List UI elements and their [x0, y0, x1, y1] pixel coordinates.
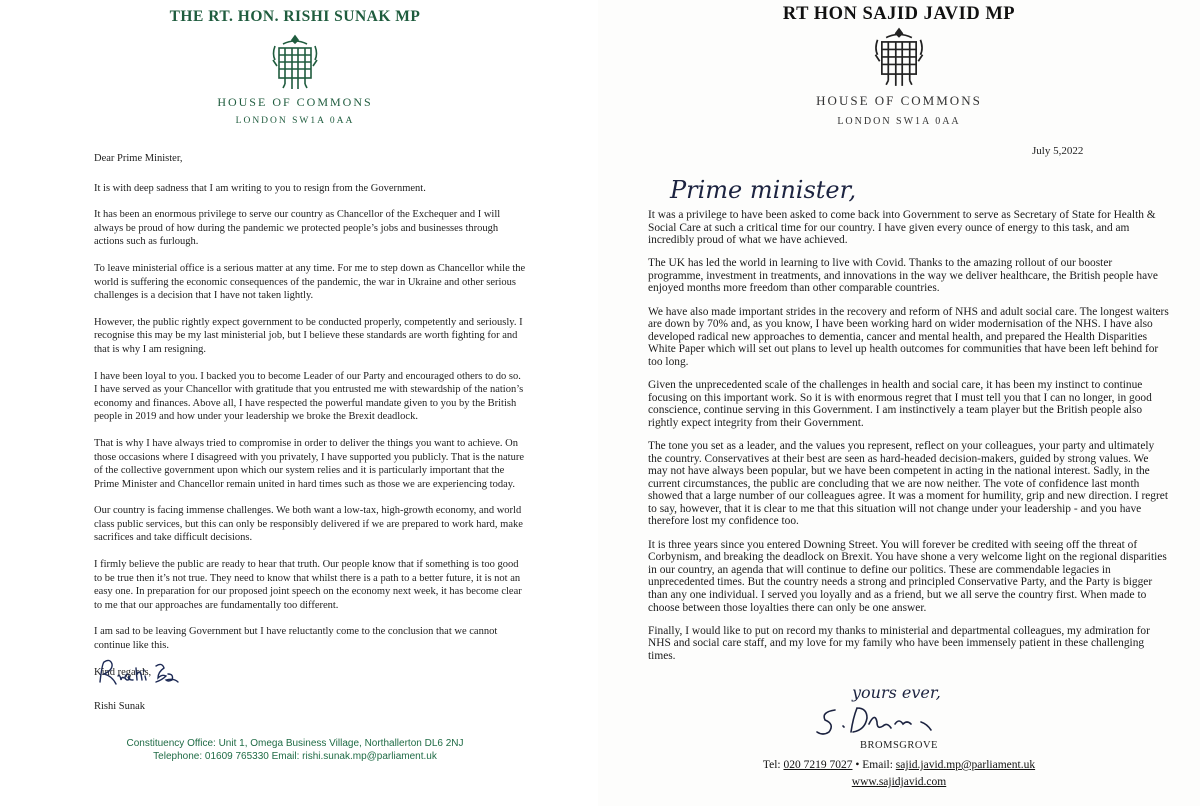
signature-name: Rishi Sunak — [94, 701, 146, 712]
letter-date: July 5,2022 — [1032, 145, 1084, 157]
resignation-letter-javid — [598, 0, 1200, 806]
paragraph: It is three years since you entered Downing Street. You will forever be credited with seeing off the threat of Corbynism, and breaking the deadlock on Brexit. You have shone a very welcome light on the regional disparities in our country, an agenda that will continue to define our politics. These are commendable legacies in unprecedented times. But the country needs a strong and principled Conservative Party, and the Party is bigger than any one individual. I served you loyally and as a friend, but we all serve the country first. When made to choose between those loyalties there can only be one answer. — [648, 538, 1167, 614]
email-label: • Email: — [855, 759, 893, 771]
letterhead-name: THE RT. HON. RISHI SUNAK MP — [169, 8, 421, 25]
letter-body — [648, 209, 1170, 673]
paragraph: We have also made important strides in the recovery and reform of NHS and adult social care. The longest waiters are down by 70% and, as you know, I have been working hard on wider modernisation of the NHS. I have also developed radical new approaches to dementia, cancer and mental health, and prepared the Health Disparities White Paper which will set out plans to level up health outcomes for communities that have been left behind for too long. — [648, 305, 1169, 368]
paragraph: Our country is facing immense challenges. We both want a low-tax, high-growth economy, and world class public services, but this can only be responsibly delivered if we are prepared to work hard, make sacrifices and take difficult decisions. — [94, 505, 523, 544]
letterhead-address: LONDON SW1A 0AA — [235, 116, 355, 126]
paragraph: It has been an enormous privilege to serve our country as Chancellor of the Exchequer and I will always be proud of how during the pandemic we protected people’s jobs and businesses through actions such as furlough. — [94, 209, 501, 248]
closing-text: yours ever, — [852, 683, 941, 702]
signature-icon — [94, 652, 204, 696]
constituency-footer — [0, 737, 590, 763]
paragraph: That is why I have always tried to compromise in order to deliver the things you want to achieve. On those occasions where I disagreed with you privately, I have supported you publicly. That is the nature of the collective government upon which our system relies and it is particularly important that the Prime Minister and Chancellor remain united in hard times such as those we are experiencing today. — [94, 437, 524, 490]
greeting-text: Prime minister, — [670, 176, 857, 204]
letterhead-house: HOUSE OF COMMONS — [816, 93, 982, 108]
paragraph: I am sad to be leaving Government but I have reluctantly come to the conclusion that we cannot continue like this. — [94, 626, 498, 652]
paragraph: However, the public rightly expect government to be conducted properly, competently and seriously. I recognise this may be my last ministerial job, but I believe these standards are worth fighting for and that is why I am resigning. — [94, 316, 523, 355]
constituency-name: BROMSGROVE — [860, 740, 938, 751]
salutation: Dear Prime Minister, — [94, 153, 183, 164]
paragraph: It is with deep sadness that I am writing to you to resign from the Government. — [94, 182, 426, 194]
resignation-letter-sunak — [0, 0, 590, 806]
paragraph: To leave ministerial office is a serious matter at any time. For me to step down as Chancellor while the world is suffering the economic consequences of the pandemic, the war in Ukraine and other serious challenges is a decision that I have not taken lightly. — [94, 262, 526, 302]
footer-contact: Telephone: 01609 765330 Email: rishi.sunak.mp@parliament.uk — [153, 751, 437, 762]
letterhead-address: LONDON SW1A 0AA — [837, 116, 961, 127]
page-divider — [590, 0, 598, 806]
contact-footer — [598, 757, 1200, 791]
footer-address: Constituency Office: Unit 1, Omega Business Village, Northallerton DL6 2NJ — [126, 738, 464, 749]
signature-icon — [813, 700, 958, 738]
letterhead-name: RT HON SAJID JAVID MP — [782, 4, 1016, 24]
paragraph: Given the unprecedented scale of the challenges in health and social care, it has been my instinct to continue focusing on this important work. So it is with enormous regret that I must tell you that I can no longer, in good conscience, continue serving in this Government. I am instinctively a team player but the British people also rightly expect integrity from their Government. — [648, 379, 1152, 429]
email-link[interactable]: sajid.javid.mp@parliament.uk — [895, 759, 1036, 771]
paragraph: The tone you set as a leader, and the values you represent, reflect on your colleagues, your party and ultimately the country. Conservatives at their best are seen as hard-headed decision-makers, guided by strong values. We may not have always been popular, but we have been competent in acting in the national interest. Sadly, in the current circumstances, the public are concluding that we are now neither. The vote of confidence last month showed that a large number of our colleagues agree. It was a moment for humility, grip and new direction. I regret to say, however, that it is clear to me that this situation will not change under your leadership - and you have therefore lost my confidence too. — [648, 439, 1168, 528]
paragraph: I have been loyal to you. I backed you to become Leader of our Party and encouraged others to do so. I have served as your Chancellor with gratitude that you entrusted me with stewardship of the nation’s economy and finances. Above all, I have respected the powerful mandate given to you by the British people in 2019 and how under your leadership we broke the Brexit deadlock. — [94, 370, 524, 423]
letter-body — [94, 152, 526, 692]
letterhead-house: HOUSE OF COMMONS — [217, 95, 373, 109]
closing: Kind regards, — [94, 666, 152, 678]
website-link[interactable]: www.sajidjavid.com — [851, 776, 947, 788]
portcullis-icon — [869, 26, 929, 90]
paragraph: I firmly believe the public are ready to hear that truth. Our people know that if something is too good to be true then it’s not true. They need to know that whilst there is a path to a better future, it is not an easy one. In preparation for our proposed joint speech on the economy next week, it has become clear to me that our approaches are fundamentally too different. — [94, 559, 522, 611]
paragraph: Finally, I would like to put on record my thanks to ministerial and departmental colleagues, my admiration for NHS and social care staff, and my love for my family who have been immensely patient in these challenging times. — [648, 624, 1150, 662]
handwritten-greeting — [668, 170, 898, 210]
portcullis-icon — [267, 34, 323, 92]
paragraph: It was a privilege to have been asked to come back into Government to serve as Secretary of State for Health & Social Care at such a critical time for our country. I have given every ounce of energy to this task, and am incredibly proud of what we have achieved. — [648, 209, 1156, 247]
tel-label: Tel: — [762, 759, 781, 771]
tel-number: 020 7219 7027 — [783, 759, 853, 771]
paragraph: The UK has led the world in learning to live with Covid. Thanks to the amazing rollout of our booster programme, investment in treatments, and innovations in the way we deliver healthcare, the British people have enjoyed months more freedom than other comparable countries. — [648, 257, 1158, 295]
